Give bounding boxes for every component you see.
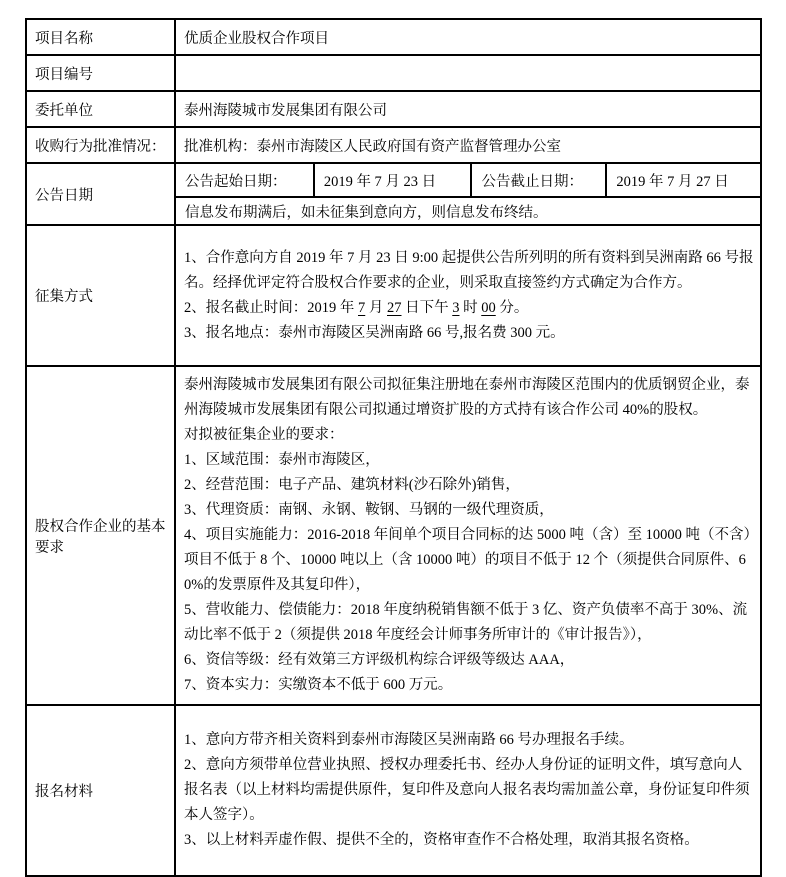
entrust-unit-value: 泰州海陵城市发展集团有限公司 bbox=[175, 91, 761, 127]
approval-label: 收购行为批准情况： bbox=[26, 127, 175, 163]
paragraph: 2、经营范围：电子产品、建筑材料(沙石除外)销售， bbox=[184, 477, 520, 493]
table-row-solicitation bbox=[26, 225, 761, 366]
start-date-value: 2019 年 7 月 23 日 bbox=[314, 164, 472, 197]
paragraph: 3、以上材料弄虚作假、提供不全的，资格审查作不合格处理，取消其报名资格。 bbox=[184, 832, 699, 848]
announcement-document bbox=[25, 18, 762, 877]
paragraph: 3、代理资质：南钢、永钢、鞍钢、马钢的一级代理资质， bbox=[184, 502, 554, 518]
solicitation-label: 征集方式 bbox=[26, 225, 175, 366]
entrust-unit-label: 委托单位 bbox=[26, 91, 175, 127]
paragraph: 1、区域范围：泰州市海陵区， bbox=[184, 452, 380, 468]
materials-label: 报名材料 bbox=[26, 705, 175, 876]
table-row-entrust-unit bbox=[26, 91, 761, 127]
requirements-content bbox=[175, 366, 761, 705]
announce-date-cell bbox=[175, 163, 761, 225]
table-row-requirements bbox=[26, 366, 761, 705]
project-no-value bbox=[175, 55, 761, 91]
paragraph: 5、营收能力、偿债能力：2018 年度纳税销售额不低于 3 亿、资产负债率不高于 30%、流动比率不低于 2（须提供 2018 年度经会计师事务所审计的《审计报告》）， bbox=[184, 602, 748, 643]
materials-content bbox=[175, 705, 761, 876]
project-no-label: 项目编号 bbox=[26, 55, 175, 91]
paragraph: 3、报名地点：泰州市海陵区吴洲南路 66 号,报名费 300 元。 bbox=[184, 324, 565, 341]
table-row-approval bbox=[26, 127, 761, 163]
paragraph: 泰州海陵城市发展集团有限公司拟征集注册地在泰州市海陵区范围内的优质钢贸企业，泰州海陵城市发展集团有限公司拟通过增资扩股的方式持有该合作公司 40%的股权。 bbox=[184, 377, 750, 418]
solicitation-content bbox=[175, 225, 761, 366]
end-date-value: 2019 年 7 月 27 日 bbox=[606, 164, 760, 197]
announce-date-note-row bbox=[176, 197, 760, 224]
end-date-label: 公告截止日期： bbox=[471, 164, 606, 197]
table-row-announce-date bbox=[26, 163, 761, 225]
project-announcement-table bbox=[25, 18, 762, 877]
table-row-project-name bbox=[26, 19, 761, 55]
paragraph: 1、意向方带齐相关资料到泰州市海陵区吴洲南路 66 号办理报名手续。 bbox=[184, 732, 634, 748]
requirements-label: 股权合作企业的基本要求 bbox=[26, 366, 175, 705]
paragraph: 对拟被征集企业的要求： bbox=[184, 427, 344, 443]
start-date-label: 公告起始日期： bbox=[176, 164, 314, 197]
announce-date-note: 信息发布期满后，如未征集到意向方，则信息发布终结。 bbox=[185, 204, 548, 221]
project-name-value: 优质企业股权合作项目 bbox=[175, 19, 761, 55]
table-row-project-no bbox=[26, 55, 761, 91]
approval-value: 批准机构：泰州市海陵区人民政府国有资产监督管理办公室 bbox=[175, 127, 761, 163]
announce-date-label: 公告日期 bbox=[26, 163, 175, 225]
paragraph: 2、意向方须带单位营业执照、授权办理委托书、经办人身份证的证明文件，填写意向人报名表（以上材料均需提供原件，复印件及意向人报名表均需加盖公章，身份证复印件须本人签字）。 bbox=[184, 757, 750, 823]
paragraph: 7、资本实力：实缴资本不低于 600 万元。 bbox=[184, 677, 453, 693]
table-row-materials bbox=[26, 705, 761, 876]
announce-date-range-row bbox=[176, 164, 760, 197]
project-name-label: 项目名称 bbox=[26, 19, 175, 55]
paragraph: 2、报名截止时间：2019 年 7 月 27 日下午 3 时 00 分。 bbox=[184, 299, 529, 316]
paragraph: 1、合作意向方自 2019 年 7 月 23 日 9:00 起提供公告所列明的所有资料到吴洲南路 66 号报名。经择优评定符合股权合作要求的企业，则采取直接签约方式确定为合作方。 bbox=[184, 249, 754, 291]
paragraph: 4、项目实施能力：2016-2018 年间单个项目合同标的达 5000 吨（含）至 10000 吨（不含）项目不低于 8 个、10000 吨以上（含 10000 吨）的项目不低于 12 个（须提供合同原件、60%的发票原件及其复印件）， bbox=[184, 527, 751, 593]
announce-date-inner-table bbox=[176, 164, 760, 224]
paragraph: 6、资信等级：经有效第三方评级机构综合评级等级达 AAA， bbox=[184, 652, 575, 668]
